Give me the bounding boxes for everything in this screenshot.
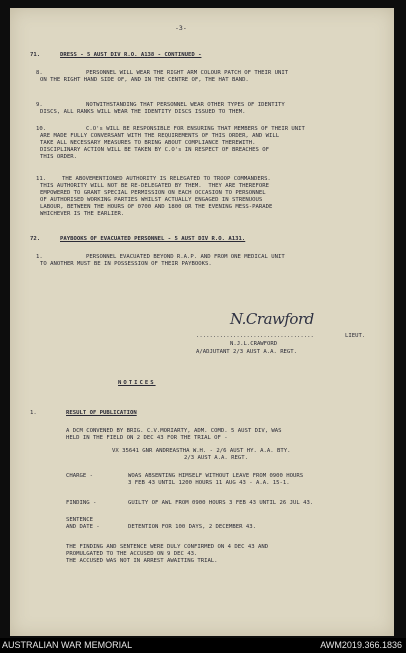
para-11-line: WHICHEVER IS THE EARLIER. bbox=[40, 211, 125, 217]
finding-text: GUILTY OF AWL FROM 0900 HOURS 3 FEB 43 UNTIL 26 JUL 43. bbox=[128, 500, 314, 506]
notice-1-intro-line: A DCM CONVENED BY BRIG. C.V.MORIARTY, ADM. COMD. 5 AUST DIV, WAS bbox=[66, 428, 282, 434]
para-10-line: ARE MADE FULLY CONVERSANT WITH THE REQUIREMENTS OF THIS ORDER, AND WILL bbox=[40, 133, 280, 139]
charge-label: CHARGE - bbox=[66, 473, 93, 479]
sentence-label-date: AND DATE - bbox=[66, 524, 100, 530]
para-72-1-line: TO ANOTHER MUST BE IN POSSESSION OF THEIR PAYBOOKS. bbox=[40, 261, 212, 267]
para-9-line: DISCS, ALL RANKS WILL WEAR THE IDENTITY DISCS ISSUED TO THEM. bbox=[40, 109, 246, 115]
charge-line: 3 FEB 43 UNTIL 1200 HOURS 11 AUG 43 - A.A. 15-1. bbox=[128, 480, 290, 486]
para-11-line: LABOUR, BETWEEN THE HOURS OF 0700 AND 1800 OR THE EVENING MESS-PARADE bbox=[40, 204, 273, 210]
sentence-text: DETENTION FOR 100 DAYS, 2 DECEMBER 43. bbox=[128, 524, 256, 530]
signature: N.Crawford bbox=[230, 310, 314, 328]
para-72-1-number: 1. bbox=[36, 254, 43, 260]
section-71-number: 71. bbox=[30, 52, 41, 58]
para-11-line: EMPOWERED TO GRANT SPECIAL PERMISSION ON EACH OCCASION TO PERSONNEL bbox=[40, 190, 266, 196]
para-8-line: PERSONNEL WILL WEAR THE RIGHT ARM COLOUR PATCH OF THEIR UNIT bbox=[86, 70, 289, 76]
para-10-line: THIS ORDER. bbox=[40, 154, 78, 160]
para-11-line: OF AUTHORISED WORKING PARTIES WHILST ACTUALLY ENGAGED IN STRENUOUS bbox=[40, 197, 263, 203]
para-10-line: C.O's WILL BE RESPONSIBLE FOR ENSURING THAT MEMBERS OF THEIR UNIT bbox=[86, 126, 305, 132]
signatory-title: A/ADJUTANT 2/3 AUST A.A. REGT. bbox=[196, 349, 298, 355]
footer-source: AUSTRALIAN WAR MEMORIAL bbox=[2, 640, 133, 650]
para-10-line: TAKE ALL NECESSARY MEASURES TO BRING ABOUT COMPLIANCE THEREWITH. bbox=[40, 140, 256, 146]
para-72-1-line: PERSONNEL EVACUATED BEYOND R.A.P. AND FROM ONE MEDICAL UNIT bbox=[86, 254, 285, 260]
finding-label: FINDING - bbox=[66, 500, 97, 506]
para-8-number: 8. bbox=[36, 70, 43, 76]
archive-footer bbox=[0, 638, 406, 653]
notice-1-number: 1. bbox=[30, 410, 37, 416]
para-10-line: DISCIPLINARY ACTION WILL BE TAKEN BY C.O's IN RESPECT OF BREACHES OF bbox=[40, 147, 270, 153]
signatory-name: N.J.L.CRAWFORD bbox=[230, 341, 278, 347]
para-10-number: 10. bbox=[36, 126, 47, 132]
footer-catalogue-id: AWM2019.366.1836 bbox=[320, 640, 402, 650]
para-9-number: 9. bbox=[36, 102, 43, 108]
accused-line: 2/3 AUST A.A. REGT. bbox=[184, 455, 248, 461]
charge-line: WOAS ABSENTING HIMSELF WITHOUT LEAVE FROM 0900 HOURS bbox=[128, 473, 304, 479]
notice-1-intro-line: HELD IN THE FIELD ON 2 DEC 43 FOR THE TRIAL OF - bbox=[66, 435, 228, 441]
section-72-heading: PAYBOOKS OF EVACUATED PERSONNEL - 5 AUST DIV R.O. A131. bbox=[60, 236, 246, 242]
document-page bbox=[10, 8, 394, 636]
para-11-number: 11. bbox=[36, 176, 47, 182]
page-number: -3- bbox=[175, 24, 187, 32]
para-9-line: NOTWITHSTANDING THAT PERSONNEL WEAR OTHER TYPES OF IDENTITY bbox=[86, 102, 285, 108]
section-72-number: 72. bbox=[30, 236, 41, 242]
sentence-label: SENTENCE bbox=[66, 517, 93, 523]
para-11-line: THIS AUTHORITY WILL NOT BE RE-DELEGATED BY THEM. THEY ARE THEREFORE bbox=[40, 183, 270, 189]
closing-line: THE FINDING AND SENTENCE WERE DULY CONFIRMED ON 4 DEC 43 AND bbox=[66, 544, 269, 550]
para-8-line: ON THE RIGHT HAND SIDE OF, AND IN THE CENTRE OF, THE HAT BAND. bbox=[40, 77, 249, 83]
notice-1-heading: RESULT OF PUBLICATION bbox=[66, 410, 137, 416]
section-71-heading: DRESS - 5 AUST DIV R.O. A138 - CONTINUED - bbox=[60, 52, 202, 58]
closing-line: THE ACCUSED WAS NOT IN ARREST AWAITING TRIAL. bbox=[66, 558, 218, 564]
para-11-line: THE ABOVEMENTIONED AUTHORITY IS RELEGATED TO TROOP COMMANDERS. bbox=[62, 176, 271, 182]
accused-line: VX 35641 GNR ANDREASTHA W.H. - 2/6 AUST HY. A.A. BTY. bbox=[112, 448, 291, 454]
signature-rank: LIEUT. bbox=[345, 333, 366, 339]
closing-line: PROMULGATED TO THE ACCUSED ON 9 DEC 43. bbox=[66, 551, 198, 557]
signature-dots: ................................... bbox=[196, 333, 314, 339]
notices-heading: NOTICES bbox=[118, 380, 156, 386]
